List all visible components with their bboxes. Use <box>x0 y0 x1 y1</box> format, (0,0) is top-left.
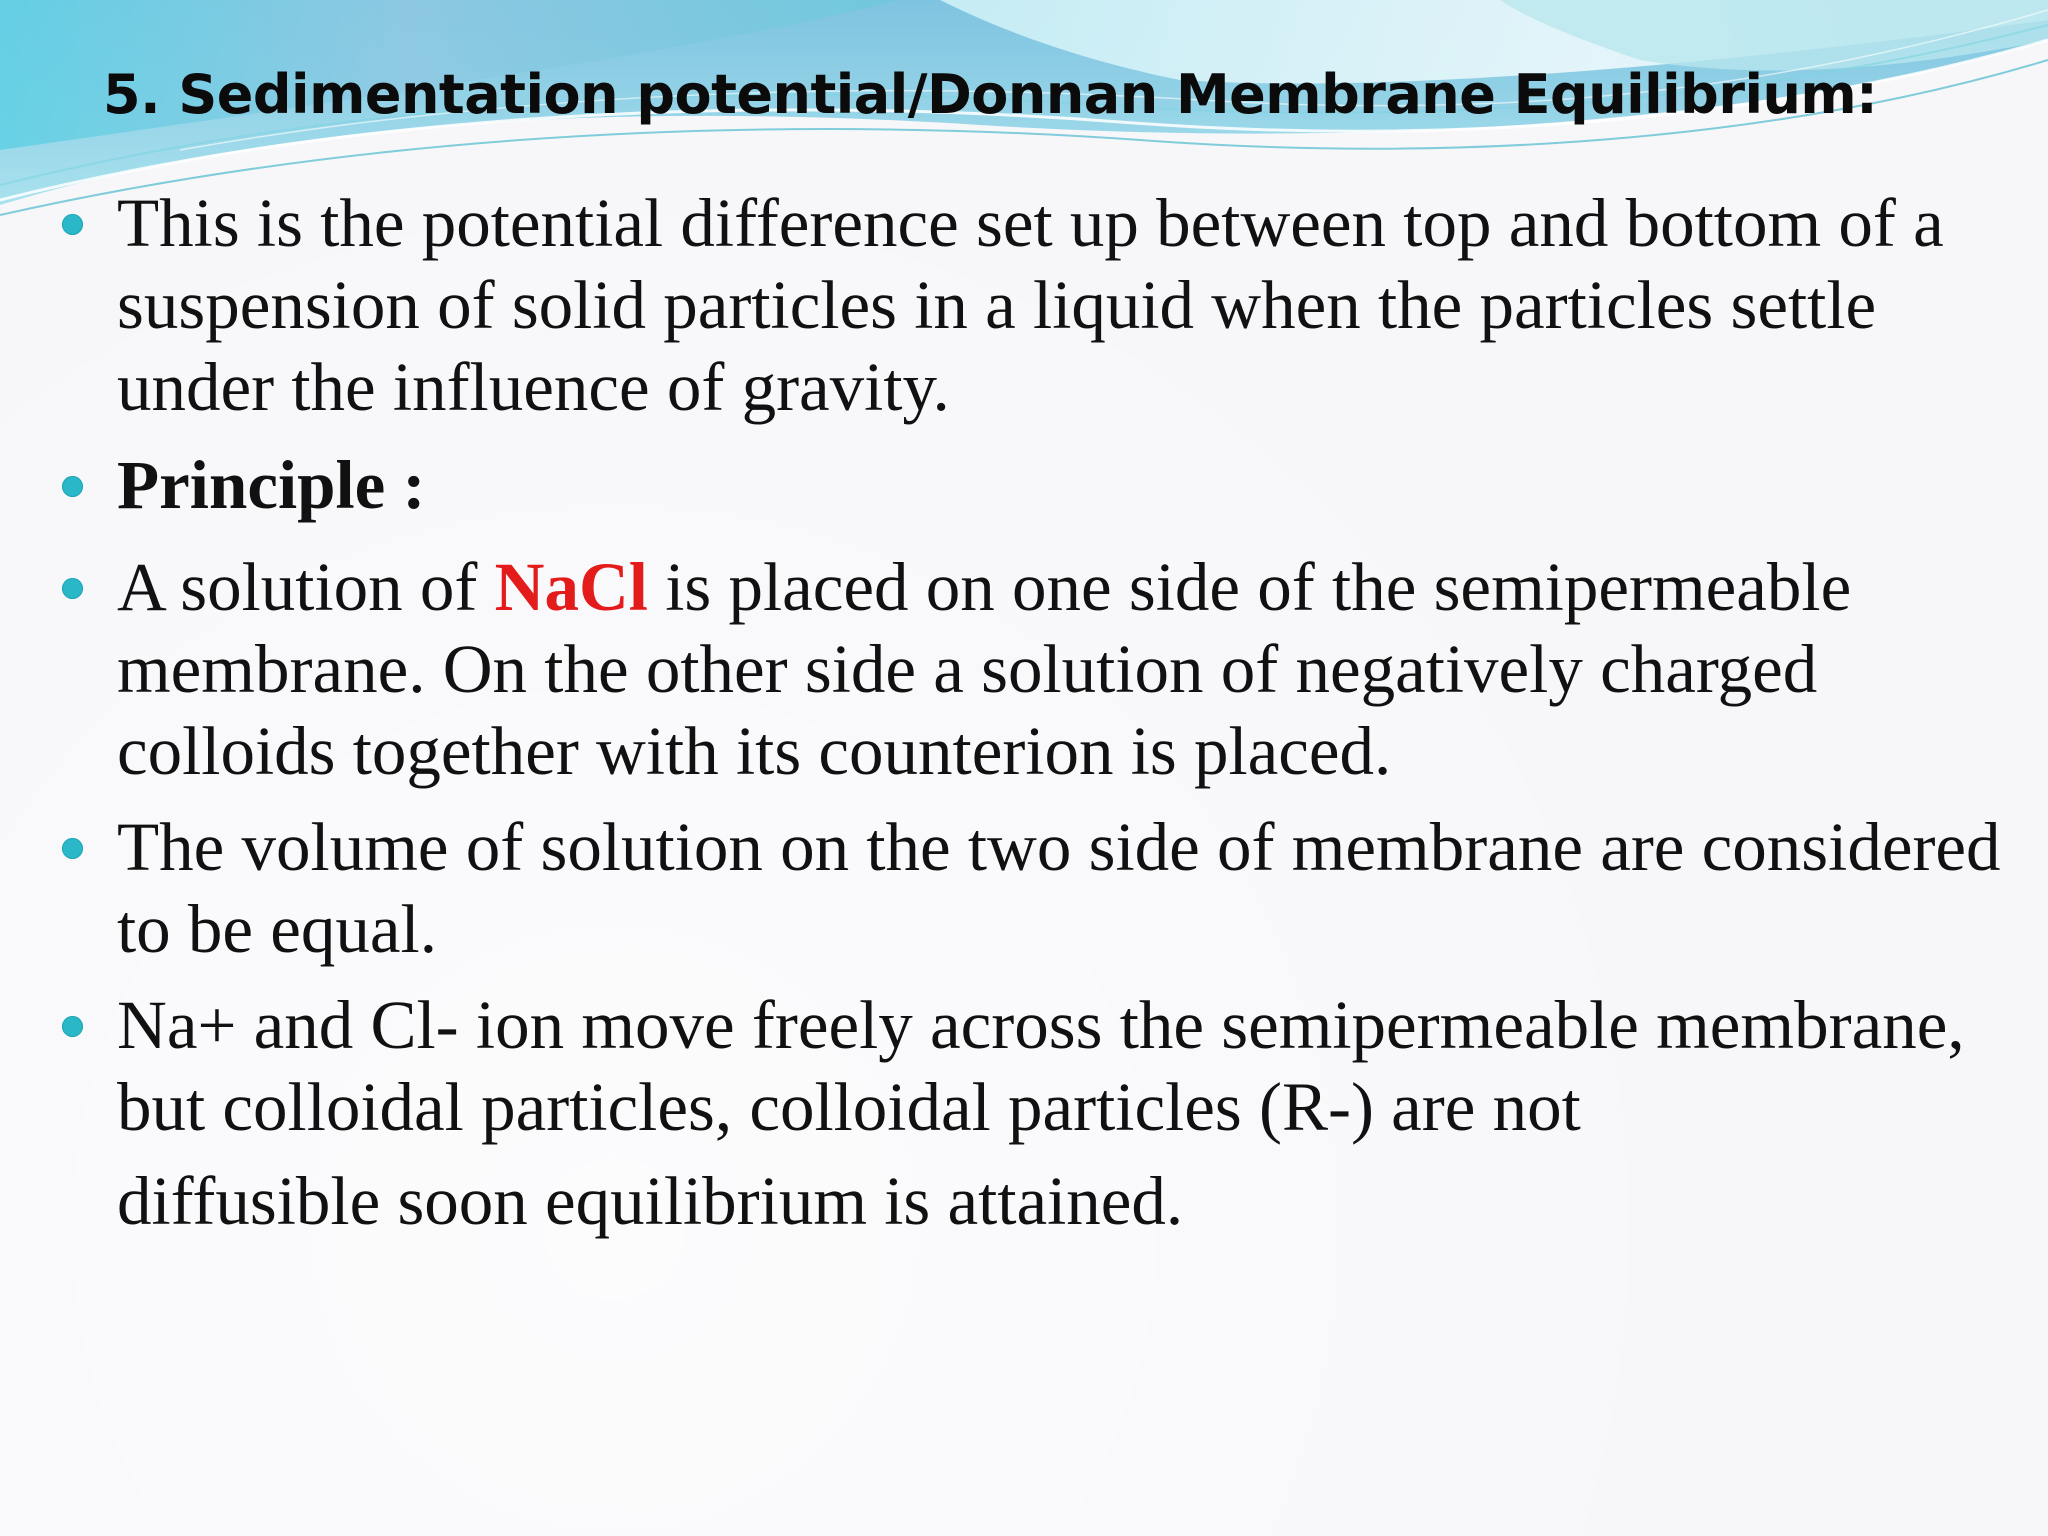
bullet-text-after: is placed on one side of the semipermeable membrane. On the other side a solution of negatively charged colloids together with its counterion is placed. <box>117 549 1852 789</box>
bullet-dot-icon <box>62 476 83 497</box>
bullet-item <box>0 546 2048 792</box>
bullet-item <box>0 182 2048 428</box>
bullet-dot-icon <box>62 1016 83 1037</box>
bullet-text: The volume of solution on the two side of membrane are considered to be equal. <box>117 809 2001 967</box>
bullet-dot-icon <box>62 578 83 599</box>
bullet-dot-icon <box>62 838 83 859</box>
bullet-dot-icon <box>62 214 83 235</box>
bullet-item <box>0 806 2048 970</box>
bullet-text-lead: Na+ and Cl- ion move freely across the semipermeable membrane, but colloidal particles, colloidal particles (R-) are not <box>117 987 1965 1145</box>
bullet-text-before: A solution of <box>117 549 495 625</box>
nacl-highlight: NaCl <box>494 549 648 625</box>
bullet-text-tail: diffusible soon equilibrium is attained. <box>117 1163 1184 1239</box>
bullet-list <box>0 182 2048 1242</box>
bullet-item <box>0 984 2048 1242</box>
bullet-item <box>0 444 2048 526</box>
principle-heading: Principle : <box>117 447 426 523</box>
slide-title: 5. Sedimentation potential/Donnan Membrane Equilibrium: <box>103 63 1878 126</box>
bullet-text: This is the potential difference set up between top and bottom of a suspension of solid particles in a liquid when the particles settle under the influence of gravity. <box>117 185 1944 425</box>
